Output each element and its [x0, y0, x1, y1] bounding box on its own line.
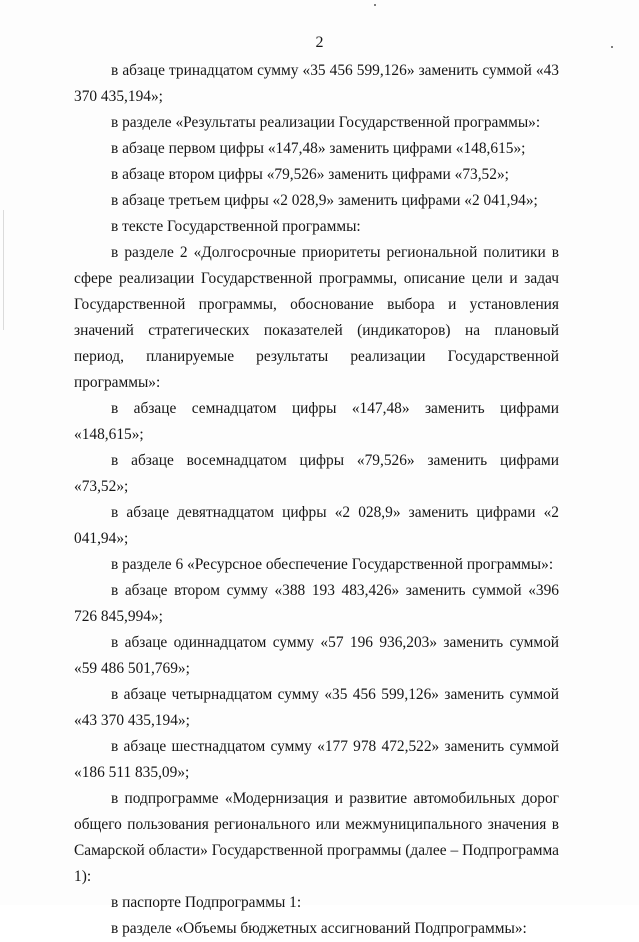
paragraph: в разделе 2 «Долгосрочные приоритеты региональной политики в сфере реализации Государственной программы, описание цели и задач Государственной программы, обоснование выбора и установления значений стратегических показателей (индикаторов) на плановый период, планируемые результаты реализации Государственной программы»: — [74, 244, 559, 391]
paragraph: в абзаце втором сумму «388 193 483,426» заменить суммой «396 726 845,994»; — [74, 582, 559, 625]
paragraph: в разделе «Результаты реализации Государственной программы»: — [111, 114, 541, 131]
paragraph: в абзаце девятнадцатом цифры «2 028,9» заменить цифрами «2 041,94»; — [74, 504, 559, 547]
scan-edge-mark — [3, 210, 4, 330]
paragraph: в абзаце тринадцатом сумму «35 456 599,126» заменить суммой «43 370 435,194»; — [74, 62, 559, 105]
paragraph: в разделе 6 «Ресурсное обеспечение Государственной программы»: — [111, 556, 554, 573]
paragraph: в разделе «Объемы бюджетных ассигнований Подпрограммы»: — [111, 920, 527, 937]
paragraph: в абзаце первом цифры «147,48» заменить цифрами «148,615»; — [111, 140, 526, 157]
paragraph: в абзаце семнадцатом цифры «147,48» заменить цифрами «148,615»; — [74, 400, 559, 443]
paragraph: в абзаце четырнадцатом сумму «35 456 599,126» заменить суммой «43 370 435,194»; — [74, 686, 559, 729]
scan-speck — [374, 4, 376, 6]
paragraph: в абзаце втором цифры «79,526» заменить цифрами «73,52»; — [111, 166, 509, 183]
paragraph: в подпрограмме «Модернизация и развитие автомобильных дорог общего пользования регионального или межмуниципального значения в Самарской области» Государственной программы (далее – Подпрограмма 1): — [74, 790, 559, 885]
page-number: 2 — [315, 34, 324, 51]
document-body — [74, 58, 559, 942]
paragraph: в абзаце одиннадцатом сумму «57 196 936,203» заменить суммой «59 486 501,769»; — [74, 634, 559, 677]
paragraph: в абзаце третьем цифры «2 028,9» заменить цифрами «2 041,94»; — [111, 192, 538, 209]
paragraph: в абзаце восемнадцатом цифры «79,526» заменить цифрами «73,52»; — [74, 452, 559, 495]
paragraph: в абзаце шестнадцатом сумму «177 978 472,522» заменить суммой «186 511 835,09»; — [74, 738, 559, 781]
paragraph: в паспорте Подпрограммы 1: — [111, 894, 302, 911]
paragraph: в тексте Государственной программы: — [111, 218, 361, 235]
